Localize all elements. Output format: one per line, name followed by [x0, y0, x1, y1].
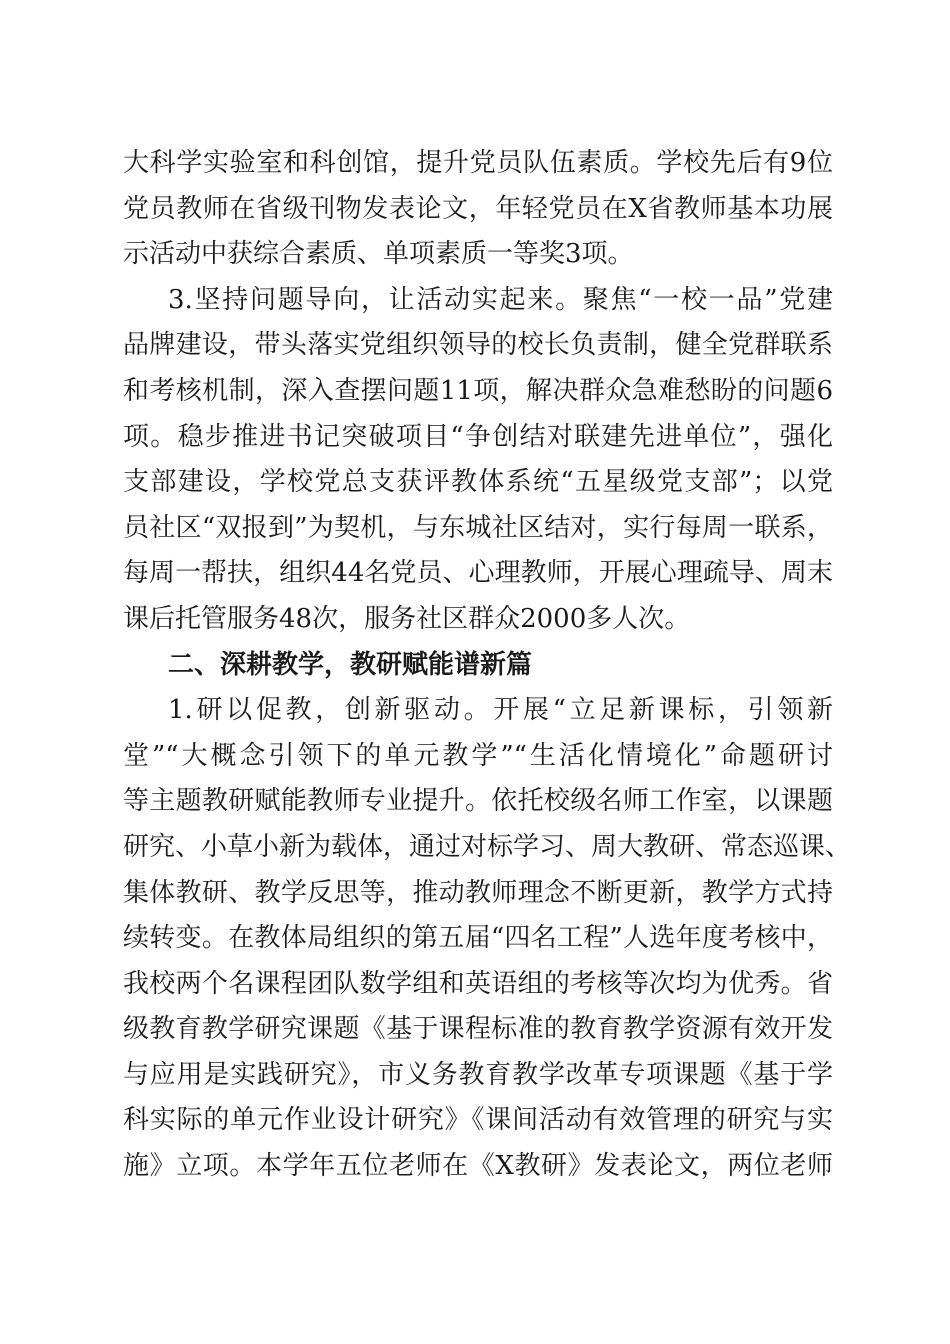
text-line: 示活动中获综合素质、单项素质一等奖3项。: [123, 239, 634, 270]
text-line: 级教育教学研究课题《基于课程标准的教育教学资源有效开发: [123, 1014, 833, 1045]
text-line: 大科学实验室和科创馆，提升党员队伍素质。学校先后有9位: [123, 148, 833, 178]
text-line: 等主题教研赋能教师专业提升。依托校级名师工作室，以课题: [123, 786, 833, 817]
text-line: 员社区“双报到”为契机，与东城社区结对，实行每周一联系，: [123, 512, 833, 543]
text-line: 科实际的单元作业设计研究》《课间活动有效管理的研究与实: [123, 1105, 833, 1136]
text-line: 施》立项。本学年五位老师在《X教研》发表论文，两位老师: [123, 1151, 833, 1182]
text-line: 课后托管服务48次，服务社区群众2000多人次。: [123, 603, 691, 634]
text-line: 研究、小草小新为载体，通过对标学习、周大教研、常态巡课、: [123, 831, 852, 862]
text-line: 党员教师在省级刊物发表论文，年轻党员在X省教师基本功展: [123, 193, 833, 224]
text-line: 支部建设，学校党总支获评教体系统“五星级党支部”；以党: [123, 467, 833, 498]
text-line: 项。稳步推进书记突破项目“争创结对联建先进单位”，强化: [123, 421, 833, 452]
text-line: 集体教研、教学反思等，推动教师理念不断更新，教学方式持: [123, 877, 833, 908]
text-line: 每周一帮扶，组织44名党员、心理教师，开展心理疏导、周末: [123, 558, 833, 589]
paragraph-start-line: 1.研以促教，创新驱动。开展“立足新课标，引领新: [168, 695, 833, 726]
text-line: 堂”“大概念引领下的单元教学”“生活化情境化”命题研讨: [123, 740, 833, 771]
document-body: [123, 141, 852, 1190]
text-line: 我校两个名课程团队数学组和英语组的考核等次均为优秀。省: [123, 968, 833, 999]
text-line: 品牌建设，带头落实党组织领导的校长负责制，健全党群联系: [123, 330, 833, 361]
section-heading: 二、深耕教学，教研赋能谱新篇: [168, 649, 533, 680]
text-line: 和考核机制，深入查摆问题11项，解决群众急难愁盼的问题6: [123, 375, 833, 406]
paragraph-start-line: 3.坚持问题导向，让活动实起来。聚焦“一校一品”党建: [168, 284, 833, 315]
text-line: 与应用是实践研究》，市义务教育教学改革专项课题《基于学: [123, 1059, 833, 1090]
text-line: 续转变。在教体局组织的第五届“四名工程”人选年度考核中，: [123, 923, 833, 954]
